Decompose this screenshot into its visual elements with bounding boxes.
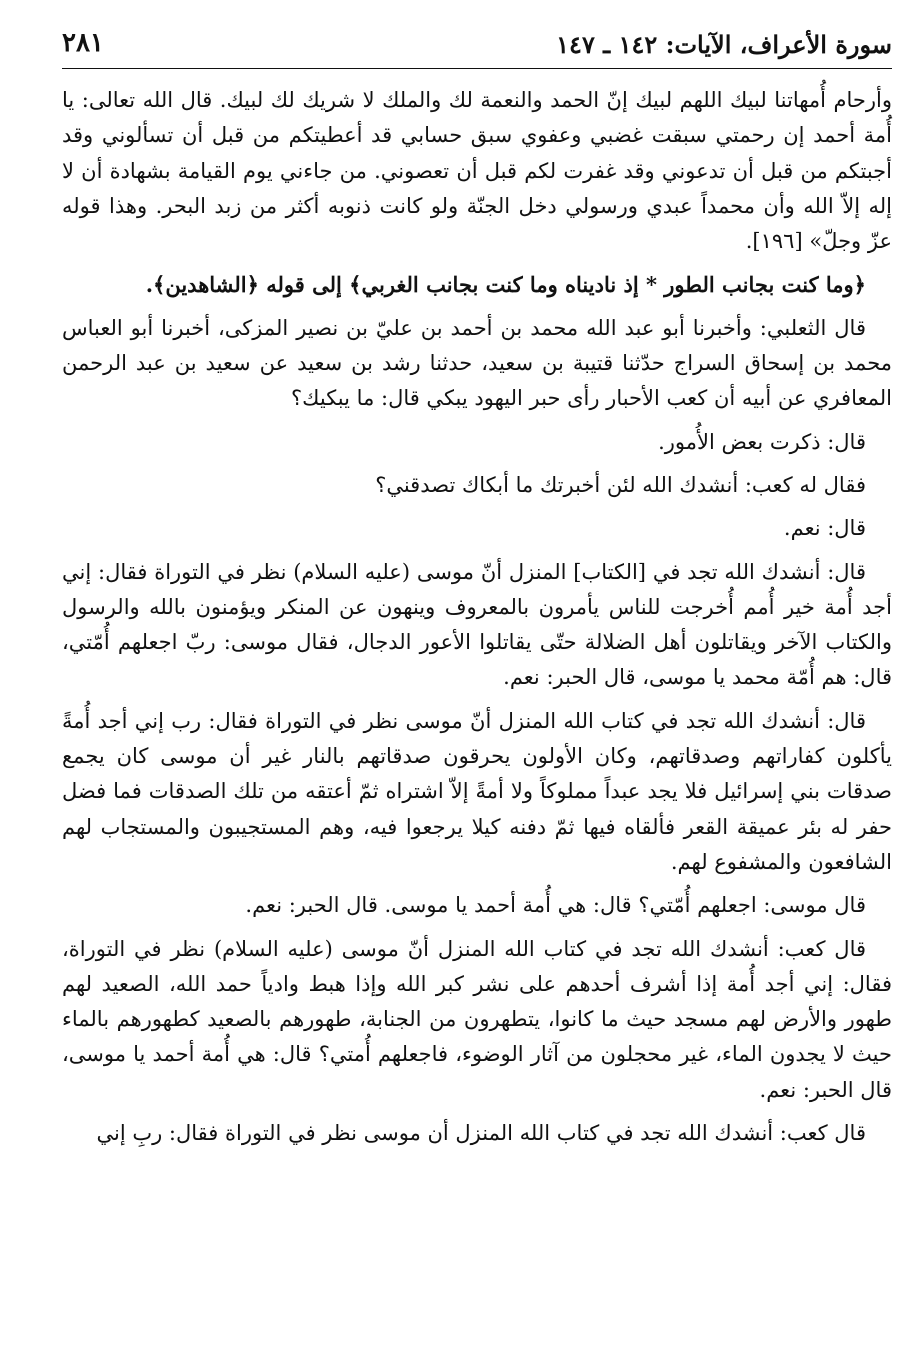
page-number: ٢٨١: [62, 28, 104, 58]
book-page: [62, 28, 892, 1358]
paragraph: قال الثعلبي: وأخبرنا أبو عبد الله محمد بن أحمد بن عليّ بن نصير المزكى، أخبرنا أبو العباس محمد بن إسحاق السراج حدّثنا قتيبة بن سعيد، حدثنا رشد بن سعيد عن سعيد بن عبد الرحمن المعافري عن أبيه أن كعب الأحبار رأى حبر اليهود يبكي قال: ما يبكيك؟: [62, 315, 892, 411]
paragraph: فقال له كعب: أنشدك الله لئن أخبرتك ما أبكاك تصدقني؟: [375, 472, 866, 497]
paragraph: قال: ذكرت بعض الأُمور.: [658, 429, 866, 454]
body-text: [62, 83, 892, 1151]
paragraph: قال: نعم.: [783, 516, 866, 541]
quran-verse-heading: ﴿وما كنت بجانب الطور * إذ ناديناه وما كنت بجانب الغربي﴾ إلى قوله ﴿الشاهدين﴾.: [145, 272, 866, 298]
paragraph-continuation: وأرحام أُمهاتنا لبيك اللهم لبيك إنّ الحمد والنعمة لك والملك لا شريك لك لبيك. قال الله تعالى: يا أُمة أحمد إن رحمتي سبقت غضبي وعفوي سبق حسابي قد أعطيتكم من قبل أن تسألوني وقد أجبتكم من قبل أن تدعوني وقد غفرت لكم قبل أن تعصوني. من جاءني يوم القيامة بشهادة أن لا إله إلاّ الله وأن محمداً عبدي ورسولي دخل الجنّة ولو كانت ذنوبه أكثر من زبد البحر. وهذا قوله عزّ وجلّ» [١٩٦].: [62, 88, 893, 254]
paragraph: قال: أنشدك الله تجد في [الكتاب] المنزل أنّ موسى (عليه السلام) نظر في التوراة فقال: إني أجد أُمة خير أُمم أُخرجت للناس يأمرون بالمعروف وينهون عن المنكر ويؤمنون بالله والرسول والكتاب الآخر ويقاتلون أهل الضلالة حتّى يقاتلوا الأعور الدجال، فقال موسى: ربّ اجعلهم أُمّتي، قال: هم أُمّة محمد يا موسى، قال الحبر: نعم.: [62, 559, 892, 690]
paragraph: قال: أنشدك الله تجد في كتاب الله المنزل أنّ موسى نظر في التوراة فقال: رب إني أجد أُمةً يأكلون كفاراتهم وصدقاتهم، وكان الأولون يحرقون صدقاتهم بالنار غير أن موسى كان يجمع صدقات بني إسرائيل فلا يجد عبداً مملوكاً ولا أمةً إلاّ اشتراه ثمّ أعتقه من تلك الصدقات فما فضل حفر له بئر عميقة القعر فألقاه فيها ثمّ دفنه كيلا يرجعوا فيه، وهم المستجيبون والمستجاب لهم الشافعون والمشفوع لهم.: [62, 708, 892, 874]
surah-verses-title: سورة الأعراف، الآيات: ١٤٢ ـ ١٤٧: [556, 30, 892, 59]
paragraph: قال موسى: اجعلهم أُمّتي؟ قال: هي أُمة أحمد يا موسى. قال الحبر: نعم.: [245, 893, 866, 918]
paragraph: قال كعب: أنشدك الله تجد في كتاب الله المنزل أنّ موسى (عليه السلام) نظر في التوراة، فقال: إني أجد أُمة إذا أشرف أحدهم على نشر كبر الله وإذا هبط وادياً حمد الله، الصعيد لهم طهور والأرض لهم مسجد حيث ما كانوا، يتطهرون من الجنابة، طهورهم بالصعيد كطهورهم بالماء حيث لا يجدون الماء، غير محجلون من آثار الوضوء، فاجعلهم أُمتي؟ قال: هي أُمة أحمد يا موسى، قال الحبر: نعم.: [62, 936, 892, 1102]
paragraph: قال كعب: أنشدك الله تجد في كتاب الله المنزل أن موسى نظر في التوراة فقال: ربِ إني: [96, 1121, 866, 1146]
running-header: [62, 28, 892, 69]
